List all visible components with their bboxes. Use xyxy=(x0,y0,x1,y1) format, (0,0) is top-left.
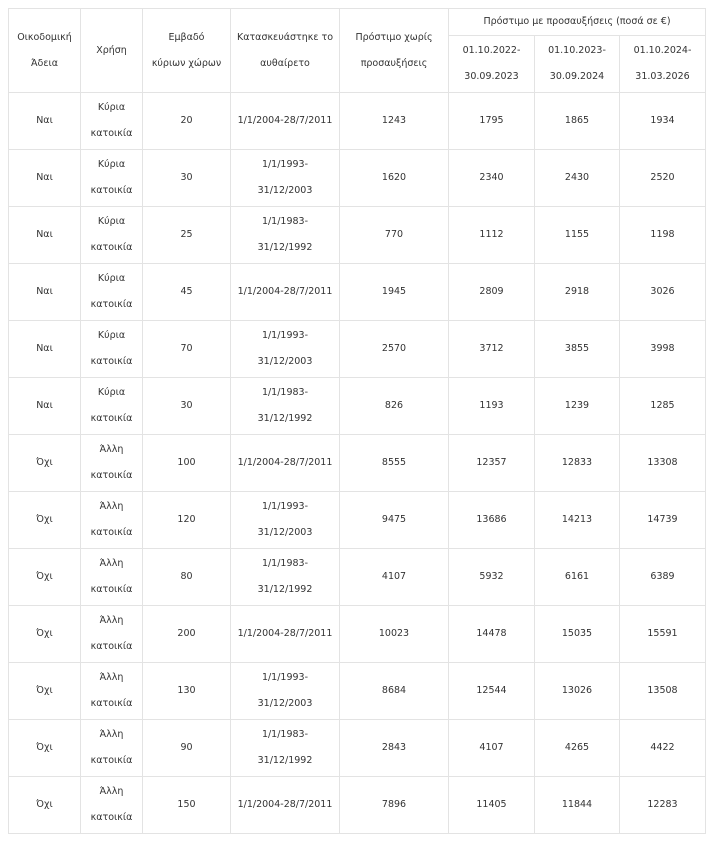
cell-fine: 2843 xyxy=(340,720,449,777)
cell-period-3: 13508 xyxy=(620,663,706,720)
table-row xyxy=(9,435,706,492)
cell-area: 120 xyxy=(143,492,231,549)
fines-table-container xyxy=(8,8,706,834)
cell-fine: 770 xyxy=(340,207,449,264)
cell-area: 25 xyxy=(143,207,231,264)
cell-use: Άλλη κατοικία xyxy=(81,549,143,606)
cell-period-3: 3998 xyxy=(620,321,706,378)
cell-fine: 2570 xyxy=(340,321,449,378)
header-row xyxy=(9,9,706,36)
table-row xyxy=(9,93,706,150)
cell-fine: 1945 xyxy=(340,264,449,321)
cell-fine: 8684 xyxy=(340,663,449,720)
cell-area: 130 xyxy=(143,663,231,720)
cell-period-1: 1795 xyxy=(449,93,535,150)
cell-permit: Ναι xyxy=(9,93,81,150)
cell-period-2: 11844 xyxy=(535,777,620,834)
table-row xyxy=(9,549,706,606)
cell-built: 1/1/1993- 31/12/2003 xyxy=(231,321,340,378)
cell-period-1: 11405 xyxy=(449,777,535,834)
cell-fine: 9475 xyxy=(340,492,449,549)
cell-permit: Όχι xyxy=(9,435,81,492)
cell-area: 30 xyxy=(143,150,231,207)
cell-permit: Όχι xyxy=(9,606,81,663)
cell-permit: Όχι xyxy=(9,777,81,834)
table-row xyxy=(9,720,706,777)
table-row xyxy=(9,321,706,378)
cell-built: 1/1/2004-28/7/2011 xyxy=(231,93,340,150)
cell-built: 1/1/1993- 31/12/2003 xyxy=(231,663,340,720)
cell-built: 1/1/1983- 31/12/1992 xyxy=(231,549,340,606)
cell-area: 30 xyxy=(143,378,231,435)
cell-period-1: 13686 xyxy=(449,492,535,549)
cell-area: 200 xyxy=(143,606,231,663)
cell-use: Άλλη κατοικία xyxy=(81,720,143,777)
cell-permit: Ναι xyxy=(9,207,81,264)
cell-period-3: 1285 xyxy=(620,378,706,435)
cell-period-2: 4265 xyxy=(535,720,620,777)
cell-period-3: 12283 xyxy=(620,777,706,834)
cell-period-2: 14213 xyxy=(535,492,620,549)
cell-permit: Όχι xyxy=(9,663,81,720)
cell-period-3: 15591 xyxy=(620,606,706,663)
cell-use: Άλλη κατοικία xyxy=(81,435,143,492)
header-fine-with-surcharges: Πρόστιμο με προσαυξήσεις (ποσά σε €) xyxy=(449,9,706,36)
cell-built: 1/1/1983- 31/12/1992 xyxy=(231,720,340,777)
table-row xyxy=(9,777,706,834)
cell-period-1: 1193 xyxy=(449,378,535,435)
cell-use: Κύρια κατοικία xyxy=(81,150,143,207)
table-row xyxy=(9,606,706,663)
cell-period-3: 4422 xyxy=(620,720,706,777)
cell-fine: 1620 xyxy=(340,150,449,207)
cell-period-1: 2809 xyxy=(449,264,535,321)
cell-use: Άλλη κατοικία xyxy=(81,492,143,549)
table-row xyxy=(9,150,706,207)
cell-permit: Ναι xyxy=(9,321,81,378)
cell-period-1: 1112 xyxy=(449,207,535,264)
cell-use: Άλλη κατοικία xyxy=(81,663,143,720)
cell-period-2: 1865 xyxy=(535,93,620,150)
cell-period-3: 14739 xyxy=(620,492,706,549)
cell-built: 1/1/2004-28/7/2011 xyxy=(231,606,340,663)
header-area: Εμβαδό κύριων χώρων xyxy=(143,9,231,93)
header-period-1: 01.10.2022- 30.09.2023 xyxy=(449,36,535,93)
cell-period-1: 3712 xyxy=(449,321,535,378)
cell-permit: Ναι xyxy=(9,264,81,321)
cell-period-3: 6389 xyxy=(620,549,706,606)
cell-use: Άλλη κατοικία xyxy=(81,777,143,834)
cell-use: Κύρια κατοικία xyxy=(81,207,143,264)
cell-fine: 10023 xyxy=(340,606,449,663)
cell-period-1: 2340 xyxy=(449,150,535,207)
cell-period-3: 1198 xyxy=(620,207,706,264)
cell-use: Κύρια κατοικία xyxy=(81,264,143,321)
cell-built: 1/1/2004-28/7/2011 xyxy=(231,435,340,492)
table-row xyxy=(9,663,706,720)
cell-period-1: 4107 xyxy=(449,720,535,777)
cell-fine: 8555 xyxy=(340,435,449,492)
cell-period-2: 2430 xyxy=(535,150,620,207)
cell-built: 1/1/2004-28/7/2011 xyxy=(231,777,340,834)
header-period-3: 01.10.2024- 31.03.2026 xyxy=(620,36,706,93)
cell-permit: Όχι xyxy=(9,720,81,777)
cell-period-2: 13026 xyxy=(535,663,620,720)
cell-use: Κύρια κατοικία xyxy=(81,321,143,378)
cell-area: 80 xyxy=(143,549,231,606)
cell-period-2: 15035 xyxy=(535,606,620,663)
cell-period-2: 3855 xyxy=(535,321,620,378)
cell-period-3: 13308 xyxy=(620,435,706,492)
cell-period-3: 1934 xyxy=(620,93,706,150)
cell-permit: Ναι xyxy=(9,150,81,207)
cell-built: 1/1/1983- 31/12/1992 xyxy=(231,378,340,435)
cell-built: 1/1/1993- 31/12/2003 xyxy=(231,150,340,207)
table-body xyxy=(9,93,706,834)
header-period-2: 01.10.2023- 30.09.2024 xyxy=(535,36,620,93)
cell-fine: 4107 xyxy=(340,549,449,606)
cell-period-2: 12833 xyxy=(535,435,620,492)
header-fine: Πρόστιμο χωρίς προσαυξήσεις xyxy=(340,9,449,93)
table-header xyxy=(9,9,706,93)
cell-period-2: 1155 xyxy=(535,207,620,264)
cell-period-1: 12357 xyxy=(449,435,535,492)
cell-built: 1/1/1993- 31/12/2003 xyxy=(231,492,340,549)
cell-area: 100 xyxy=(143,435,231,492)
cell-period-2: 6161 xyxy=(535,549,620,606)
cell-fine: 1243 xyxy=(340,93,449,150)
cell-permit: Όχι xyxy=(9,549,81,606)
cell-fine: 826 xyxy=(340,378,449,435)
cell-area: 70 xyxy=(143,321,231,378)
cell-period-3: 2520 xyxy=(620,150,706,207)
cell-period-2: 2918 xyxy=(535,264,620,321)
cell-period-1: 14478 xyxy=(449,606,535,663)
cell-period-2: 1239 xyxy=(535,378,620,435)
cell-built: 1/1/2004-28/7/2011 xyxy=(231,264,340,321)
cell-area: 90 xyxy=(143,720,231,777)
header-use: Χρήση xyxy=(81,9,143,93)
table-row xyxy=(9,492,706,549)
cell-fine: 7896 xyxy=(340,777,449,834)
header-permit: Οικοδομική Άδεια xyxy=(9,9,81,93)
table-row xyxy=(9,378,706,435)
table-row xyxy=(9,207,706,264)
cell-area: 20 xyxy=(143,93,231,150)
cell-permit: Όχι xyxy=(9,492,81,549)
fines-table xyxy=(8,8,706,834)
cell-area: 150 xyxy=(143,777,231,834)
cell-period-1: 5932 xyxy=(449,549,535,606)
cell-period-1: 12544 xyxy=(449,663,535,720)
cell-period-3: 3026 xyxy=(620,264,706,321)
cell-permit: Ναι xyxy=(9,378,81,435)
header-built: Κατασκευάστηκε το αυθαίρετο xyxy=(231,9,340,93)
cell-use: Κύρια κατοικία xyxy=(81,93,143,150)
cell-built: 1/1/1983- 31/12/1992 xyxy=(231,207,340,264)
cell-use: Άλλη κατοικία xyxy=(81,606,143,663)
table-row xyxy=(9,264,706,321)
cell-use: Κύρια κατοικία xyxy=(81,378,143,435)
cell-area: 45 xyxy=(143,264,231,321)
